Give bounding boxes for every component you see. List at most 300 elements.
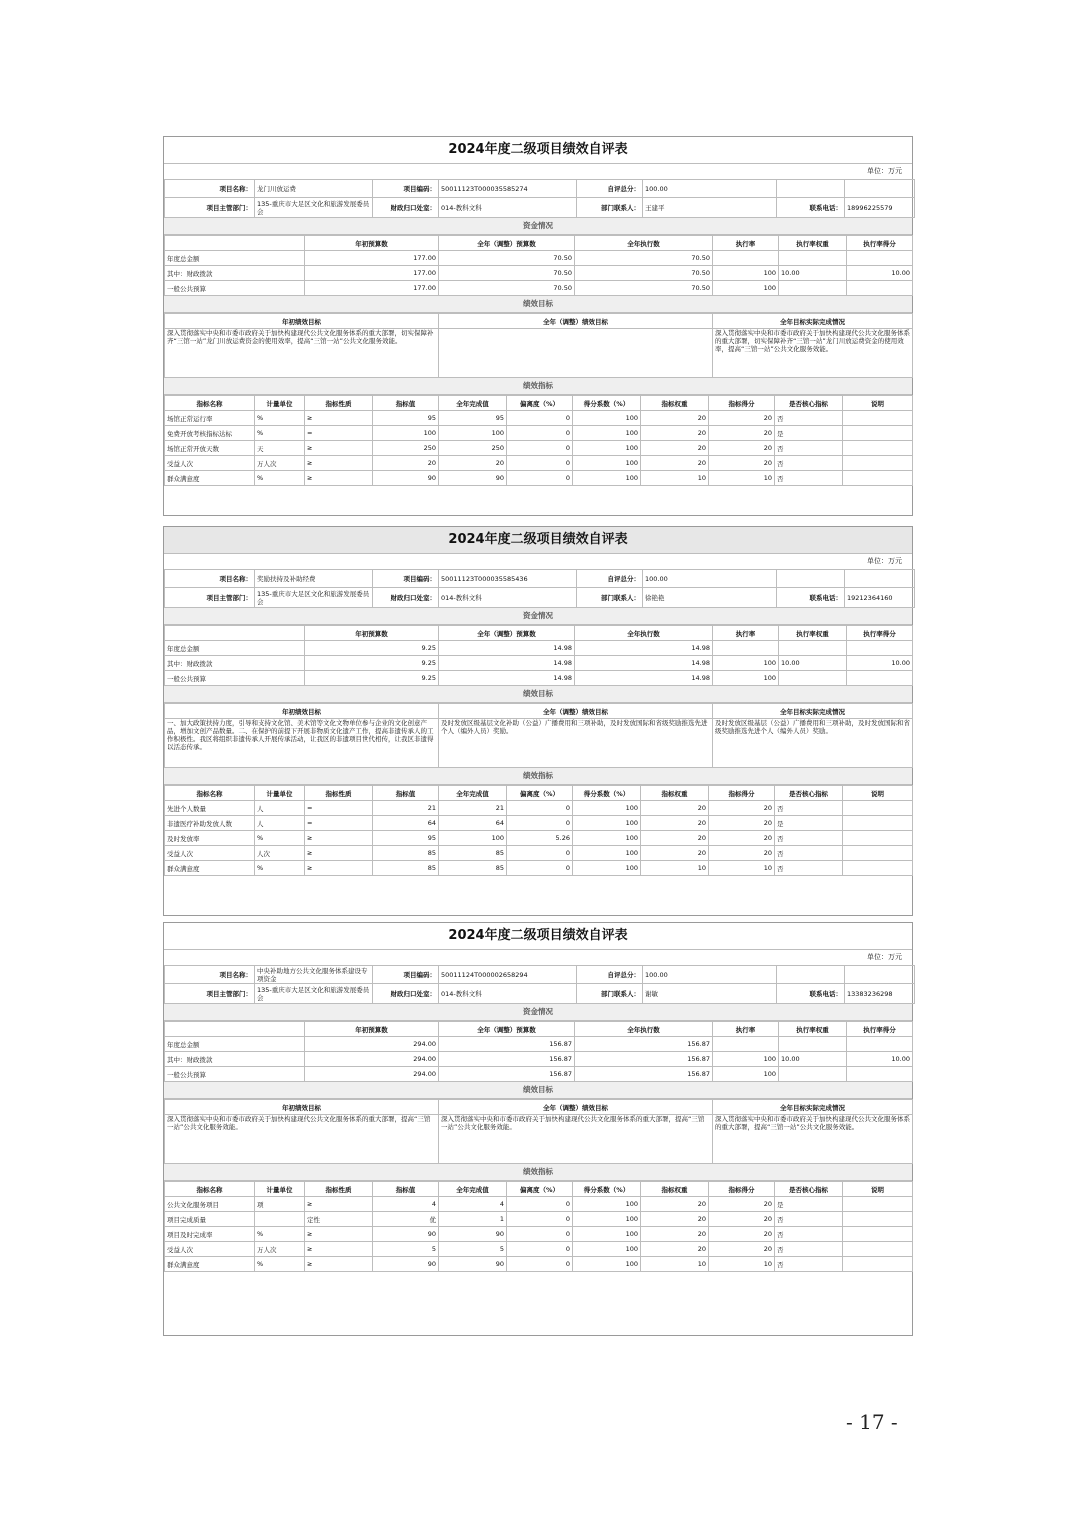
- indicator-value: 20: [641, 411, 709, 426]
- phone-label: 联系电话：: [777, 198, 845, 218]
- indicator-header-cell: 说明: [843, 1182, 913, 1197]
- project-code-label: 项目编码：: [373, 966, 439, 984]
- indicator-header-cell: 指标得分: [709, 1182, 775, 1197]
- goals-section-title: 绩效目标: [164, 296, 912, 313]
- indicator-header-cell: 得分系数（%）: [573, 1182, 641, 1197]
- funds-header-cell: 全年执行数: [575, 626, 713, 641]
- indicator-header-cell: 指标性质: [305, 1182, 373, 1197]
- indicator-name: 受益人次: [165, 1242, 255, 1257]
- indicator-value: [843, 1257, 913, 1272]
- indicator-value: 20: [641, 441, 709, 456]
- indicator-value: 20: [373, 456, 439, 471]
- dept-label: 项目主管部门：: [165, 588, 255, 608]
- indicator-value: 64: [373, 816, 439, 831]
- indicator-row: [165, 426, 913, 441]
- indicator-value: 优: [373, 1212, 439, 1227]
- funds-value: 14.98: [575, 671, 713, 686]
- indicator-value: [843, 1227, 913, 1242]
- funds-row-label: 一般公共预算: [165, 1067, 305, 1082]
- indicator-value: 否: [775, 831, 843, 846]
- indicator-value: 85: [373, 861, 439, 876]
- funds-header-cell: 执行率权重: [779, 1022, 847, 1037]
- indicator-value: 20: [641, 456, 709, 471]
- indicator-value: 100: [439, 426, 507, 441]
- project-info-table: [164, 179, 915, 218]
- funds-value: [847, 641, 913, 656]
- funds-row-label: 年度总金额: [165, 641, 305, 656]
- indicator-value: ≥: [305, 831, 373, 846]
- funds-row: [165, 266, 913, 281]
- indicator-name: 场馆正常开放天数: [165, 441, 255, 456]
- funds-value: [779, 641, 847, 656]
- indicator-value: 万人次: [255, 1242, 305, 1257]
- contact-label: 部门联系人：: [577, 984, 643, 1004]
- indicator-name: 群众满意度: [165, 861, 255, 876]
- indicator-value: 0: [507, 861, 573, 876]
- indicator-value: 否: [775, 1212, 843, 1227]
- indicator-value: 100: [439, 831, 507, 846]
- form-title: 2024年度二级项目绩效自评表: [164, 527, 912, 554]
- goals-header-cell: 全年目标实际完成情况: [713, 704, 913, 719]
- indicator-header-cell: 指标名称: [165, 396, 255, 411]
- indicator-header-cell: 全年完成值: [439, 786, 507, 801]
- indicator-value: 85: [439, 846, 507, 861]
- indicator-value: 20: [641, 801, 709, 816]
- indicator-value: 100: [573, 1227, 641, 1242]
- indicator-name: 免费开放考核指标达标: [165, 426, 255, 441]
- indicator-header-cell: 指标性质: [305, 396, 373, 411]
- funds-value: 10.00: [779, 656, 847, 671]
- funds-value: 10.00: [847, 656, 913, 671]
- funds-value: 177.00: [305, 251, 439, 266]
- indicator-name: 项目及时完成率: [165, 1227, 255, 1242]
- goals-section-title: 绩效目标: [164, 686, 912, 703]
- indicator-header-cell: 指标得分: [709, 786, 775, 801]
- dept-value: 135-重庆市大足区文化和旅游发展委员会: [255, 588, 373, 608]
- indicator-value: 100: [573, 831, 641, 846]
- funds-section-title: 资金情况: [164, 608, 912, 625]
- indicator-value: ≥: [305, 471, 373, 486]
- indicator-value: 20: [641, 846, 709, 861]
- phone-value: 19212364160: [845, 588, 915, 608]
- funds-value: [847, 251, 913, 266]
- indicator-row: [165, 801, 913, 816]
- funds-table: [164, 235, 913, 296]
- indicator-header-cell: 说明: [843, 396, 913, 411]
- indicator-value: 20: [641, 426, 709, 441]
- funds-value: [847, 281, 913, 296]
- indicator-value: 否: [775, 456, 843, 471]
- funds-header-cell: 年初预算数: [305, 626, 439, 641]
- indicator-header-cell: 是否核心指标: [775, 1182, 843, 1197]
- funds-header-cell: 执行率权重: [779, 626, 847, 641]
- indicator-value: 0: [507, 1197, 573, 1212]
- indicator-value: 万人次: [255, 456, 305, 471]
- indicator-value: 20: [641, 1197, 709, 1212]
- indicator-header-cell: 得分系数（%）: [573, 786, 641, 801]
- indicator-header-cell: 指标值: [373, 786, 439, 801]
- funds-value: 70.50: [439, 251, 575, 266]
- funds-header-cell: 执行率权重: [779, 236, 847, 251]
- form-title: 2024年度二级项目绩效自评表: [164, 923, 912, 950]
- funds-row-label: 其中：财政拨款: [165, 656, 305, 671]
- indicator-header-cell: 偏离度（%）: [507, 396, 573, 411]
- indicator-value: 85: [439, 861, 507, 876]
- indicator-value: 否: [775, 861, 843, 876]
- indicator-value: 100: [573, 411, 641, 426]
- indicator-value: 21: [439, 801, 507, 816]
- indicator-name: 受益人次: [165, 456, 255, 471]
- dept-label: 项目主管部门：: [165, 198, 255, 218]
- indicator-value: 否: [775, 471, 843, 486]
- indicator-header-cell: 指标得分: [709, 396, 775, 411]
- indicator-value: 否: [775, 441, 843, 456]
- indicator-row: [165, 1197, 913, 1212]
- funds-value: 14.98: [439, 656, 575, 671]
- funds-header-cell: 全年（调整）预算数: [439, 626, 575, 641]
- goal-text: 一、加大政策扶持力度，引导和支持文化馆、美术馆等文化文物单位参与企业的文化创意产品，增加文创产品数量。二、在保护的前提下开展非物质文化遗产工作，提高非遗传承人的工作积极性。我区将组织非遗传承人开展传承活动，让我区的非遗项目世代相传，让我区非遗得以活态传承。: [165, 719, 439, 768]
- indicator-row: [165, 441, 913, 456]
- indicator-header-cell: 说明: [843, 786, 913, 801]
- funds-value: 177.00: [305, 266, 439, 281]
- indicator-header-cell: 全年完成值: [439, 396, 507, 411]
- indicator-value: 0: [507, 816, 573, 831]
- indicator-value: %: [255, 1227, 305, 1242]
- funds-row: [165, 1037, 913, 1052]
- indicators-table: [164, 785, 913, 876]
- indicator-value: 20: [709, 846, 775, 861]
- indicator-row: [165, 1257, 913, 1272]
- indicator-value: 20: [641, 1212, 709, 1227]
- indicator-value: 人: [255, 816, 305, 831]
- indicator-value: 90: [373, 471, 439, 486]
- self-score-label: 自评总分：: [577, 180, 643, 198]
- funds-header-cell: 执行率得分: [847, 626, 913, 641]
- project-code-value: 50011124T000002658294: [439, 966, 577, 984]
- indicator-name: 先进个人数量: [165, 801, 255, 816]
- indicator-value: 否: [775, 846, 843, 861]
- indicator-value: ≥: [305, 441, 373, 456]
- indicator-name: 及时发放率: [165, 831, 255, 846]
- funds-value: 100: [713, 1052, 779, 1067]
- indicator-row: [165, 831, 913, 846]
- indicator-value: 20: [709, 441, 775, 456]
- goals-table: [164, 1099, 913, 1164]
- funds-value: [779, 1037, 847, 1052]
- self-score-label: 自评总分：: [577, 570, 643, 588]
- indicator-value: 100: [573, 1242, 641, 1257]
- project-name-label: 项目名称：: [165, 966, 255, 984]
- goal-text: 深入贯彻落实中央和市委市政府关于加快构建现代公共文化服务体系的重大部署，提高“三馆一站”公共文化服务效能。: [713, 1115, 913, 1164]
- funds-header-cell: 执行率得分: [847, 236, 913, 251]
- indicator-name: 项目完成质量: [165, 1212, 255, 1227]
- funds-value: 14.98: [575, 641, 713, 656]
- funds-value: 100: [713, 656, 779, 671]
- indicator-value: 人: [255, 801, 305, 816]
- funds-value: 156.87: [439, 1052, 575, 1067]
- indicator-value: 20: [641, 1242, 709, 1257]
- finance-value: 014-教科文科: [439, 984, 577, 1004]
- indicators-table: [164, 395, 913, 486]
- indicator-header-cell: 计量单位: [255, 1182, 305, 1197]
- project-code-value: 50011123T000035585274: [439, 180, 577, 198]
- indicator-value: 21: [373, 801, 439, 816]
- funds-value: [847, 1037, 913, 1052]
- indicator-value: 100: [573, 816, 641, 831]
- indicator-value: 5.26: [507, 831, 573, 846]
- indicator-value: 项: [255, 1197, 305, 1212]
- funds-value: 70.50: [575, 266, 713, 281]
- goals-section-title: 绩效目标: [164, 1082, 912, 1099]
- indicator-value: 100: [573, 1212, 641, 1227]
- indicator-value: 10: [641, 1257, 709, 1272]
- funds-section-title: 资金情况: [164, 218, 912, 235]
- indicator-header-cell: 全年完成值: [439, 1182, 507, 1197]
- self-score-value: 100.00: [643, 966, 777, 984]
- funds-row-label: 年度总金额: [165, 251, 305, 266]
- phone-label: 联系电话：: [777, 588, 845, 608]
- indicator-value: [843, 801, 913, 816]
- indicator-value: 95: [373, 831, 439, 846]
- project-name-label: 项目名称：: [165, 570, 255, 588]
- project-info-table: [164, 569, 915, 608]
- indicator-value: 1: [439, 1212, 507, 1227]
- indicator-value: 20: [709, 1197, 775, 1212]
- indicator-value: ≥: [305, 456, 373, 471]
- funds-row: [165, 251, 913, 266]
- indicator-value: 20: [709, 426, 775, 441]
- indicator-row: [165, 471, 913, 486]
- funds-value: 10.00: [847, 1052, 913, 1067]
- funds-header-cell: 执行率得分: [847, 1022, 913, 1037]
- funds-row: [165, 641, 913, 656]
- indicator-header-cell: 指标权重: [641, 1182, 709, 1197]
- funds-value: 294.00: [305, 1067, 439, 1082]
- funds-value: 70.50: [439, 266, 575, 281]
- indicator-value: [255, 1212, 305, 1227]
- self-score-label: 自评总分：: [577, 966, 643, 984]
- funds-value: [779, 281, 847, 296]
- indicator-value: ≥: [305, 1227, 373, 1242]
- indicator-value: 20: [709, 816, 775, 831]
- indicator-value: 100: [573, 471, 641, 486]
- indicator-value: 5: [439, 1242, 507, 1257]
- indicator-value: 0: [507, 1227, 573, 1242]
- indicator-value: 20: [709, 456, 775, 471]
- indicator-name: 群众满意度: [165, 471, 255, 486]
- funds-value: [713, 251, 779, 266]
- goals-header-cell: 年初绩效目标: [165, 1100, 439, 1115]
- project-name-label: 项目名称：: [165, 180, 255, 198]
- indicator-name: 群众满意度: [165, 1257, 255, 1272]
- indicator-value: 否: [775, 1242, 843, 1257]
- funds-value: 100: [713, 1067, 779, 1082]
- indicator-name: 场馆正常运行率: [165, 411, 255, 426]
- finance-label: 财政归口处室：: [373, 198, 439, 218]
- finance-value: 014-教科文科: [439, 198, 577, 218]
- funds-value: 100: [713, 671, 779, 686]
- indicator-value: =: [305, 801, 373, 816]
- indicator-value: 否: [775, 1227, 843, 1242]
- funds-value: 70.50: [439, 281, 575, 296]
- indicator-value: ≥: [305, 1242, 373, 1257]
- funds-row: [165, 1052, 913, 1067]
- indicator-value: 0: [507, 1212, 573, 1227]
- unit-label: 单位：万元: [867, 557, 902, 565]
- indicator-value: [843, 1197, 913, 1212]
- indicator-value: [843, 1242, 913, 1257]
- funds-row: [165, 281, 913, 296]
- finance-value: 014-教科文科: [439, 588, 577, 608]
- indicator-value: %: [255, 861, 305, 876]
- indicator-value: 否: [775, 1257, 843, 1272]
- project-name-value: 奖励扶持及补助经费: [255, 570, 373, 588]
- indicator-header-cell: 是否核心指标: [775, 786, 843, 801]
- contact-value: 徐艳艳: [643, 588, 777, 608]
- indicator-value: 100: [573, 1197, 641, 1212]
- funds-value: 100: [713, 266, 779, 281]
- indicator-value: 天: [255, 441, 305, 456]
- contact-label: 部门联系人：: [577, 198, 643, 218]
- empty-cell: [777, 966, 845, 984]
- unit-label: 单位：万元: [867, 953, 902, 961]
- indicator-value: 90: [439, 1257, 507, 1272]
- empty-cell: [845, 180, 915, 198]
- indicator-header-cell: 指标性质: [305, 786, 373, 801]
- indicator-value: 是: [775, 1197, 843, 1212]
- indicator-value: 90: [373, 1257, 439, 1272]
- indicator-row: [165, 1212, 913, 1227]
- indicator-value: 10: [641, 471, 709, 486]
- indicator-value: 20: [439, 456, 507, 471]
- indicator-value: %: [255, 426, 305, 441]
- indicator-value: 95: [373, 411, 439, 426]
- funds-row: [165, 1067, 913, 1082]
- indicator-header-cell: 指标权重: [641, 396, 709, 411]
- goals-header-cell: 全年（调整）绩效目标: [439, 1100, 713, 1115]
- indicator-header-cell: 偏离度（%）: [507, 786, 573, 801]
- funds-header-cell: [165, 236, 305, 251]
- evaluation-form-3: [163, 922, 913, 1336]
- contact-label: 部门联系人：: [577, 588, 643, 608]
- indicator-value: 90: [439, 471, 507, 486]
- funds-table: [164, 625, 913, 686]
- funds-table: [164, 1021, 913, 1082]
- indicator-value: 100: [373, 426, 439, 441]
- finance-label: 财政归口处室：: [373, 984, 439, 1004]
- funds-value: 10.00: [847, 266, 913, 281]
- project-code-label: 项目编码：: [373, 570, 439, 588]
- indicator-value: ≥: [305, 1197, 373, 1212]
- indicator-value: 100: [573, 846, 641, 861]
- project-code-label: 项目编码：: [373, 180, 439, 198]
- funds-value: 9.25: [305, 641, 439, 656]
- funds-header-cell: 全年执行数: [575, 1022, 713, 1037]
- funds-value: 156.87: [439, 1067, 575, 1082]
- indicator-header-cell: 是否核心指标: [775, 396, 843, 411]
- funds-value: 14.98: [439, 641, 575, 656]
- empty-cell: [777, 180, 845, 198]
- indicator-value: 否: [775, 801, 843, 816]
- indicator-value: ≥: [305, 846, 373, 861]
- unit-label: 单位：万元: [867, 167, 902, 175]
- indicator-value: 人次: [255, 846, 305, 861]
- dept-value: 135-重庆市大足区文化和旅游发展委员会: [255, 984, 373, 1004]
- funds-value: 14.98: [575, 656, 713, 671]
- project-name-value: 中央补助地方公共文化服务体系建设专项资金: [255, 966, 373, 984]
- indicator-row: [165, 1242, 913, 1257]
- indicator-value: [843, 411, 913, 426]
- indicator-row: [165, 816, 913, 831]
- indicators-section-title: 绩效指标: [164, 768, 912, 785]
- dept-label: 项目主管部门：: [165, 984, 255, 1004]
- indicator-value: 100: [573, 801, 641, 816]
- indicator-value: 85: [373, 846, 439, 861]
- indicator-value: %: [255, 411, 305, 426]
- indicators-section-title: 绩效指标: [164, 378, 912, 395]
- indicators-section-title: 绩效指标: [164, 1164, 912, 1181]
- indicator-header-cell: 指标权重: [641, 786, 709, 801]
- contact-value: 谢敏: [643, 984, 777, 1004]
- funds-value: 10.00: [779, 1052, 847, 1067]
- indicator-value: 4: [373, 1197, 439, 1212]
- indicator-value: 是: [775, 426, 843, 441]
- funds-header-cell: 年初预算数: [305, 236, 439, 251]
- form-title: 2024年度二级项目绩效自评表: [164, 137, 912, 164]
- empty-cell: [845, 966, 915, 984]
- funds-header-cell: 执行率: [713, 1022, 779, 1037]
- indicator-value: 90: [439, 1227, 507, 1242]
- indicator-value: 20: [709, 411, 775, 426]
- indicator-row: [165, 411, 913, 426]
- indicator-row: [165, 456, 913, 471]
- indicator-value: ≥: [305, 411, 373, 426]
- funds-value: 70.50: [575, 251, 713, 266]
- goals-header-cell: 全年目标实际完成情况: [713, 314, 913, 329]
- self-score-value: 100.00: [643, 180, 777, 198]
- indicator-header-cell: 指标值: [373, 396, 439, 411]
- project-info-table: [164, 965, 915, 1004]
- funds-value: [779, 1067, 847, 1082]
- funds-value: 156.87: [575, 1067, 713, 1082]
- indicator-value: 0: [507, 456, 573, 471]
- indicator-value: =: [305, 426, 373, 441]
- indicator-value: [843, 1212, 913, 1227]
- funds-value: 100: [713, 281, 779, 296]
- indicator-value: 否: [775, 411, 843, 426]
- indicator-value: %: [255, 831, 305, 846]
- indicator-header-cell: 指标名称: [165, 786, 255, 801]
- indicator-row: [165, 1227, 913, 1242]
- indicator-value: 0: [507, 801, 573, 816]
- indicator-row: [165, 846, 913, 861]
- funds-value: 156.87: [439, 1037, 575, 1052]
- funds-section-title: 资金情况: [164, 1004, 912, 1021]
- indicator-name: 非遗医疗补助发放人数: [165, 816, 255, 831]
- evaluation-form-1: [163, 136, 913, 516]
- funds-header-cell: 执行率: [713, 236, 779, 251]
- funds-header-cell: 执行率: [713, 626, 779, 641]
- indicator-header-cell: 计量单位: [255, 786, 305, 801]
- indicator-value: 20: [709, 831, 775, 846]
- indicator-header-cell: 得分系数（%）: [573, 396, 641, 411]
- page-number: - 17 -: [846, 1410, 898, 1434]
- indicator-value: 250: [439, 441, 507, 456]
- goals-header-cell: 全年（调整）绩效目标: [439, 704, 713, 719]
- funds-value: [713, 641, 779, 656]
- project-code-value: 50011123T000035585436: [439, 570, 577, 588]
- indicator-header-cell: 偏离度（%）: [507, 1182, 573, 1197]
